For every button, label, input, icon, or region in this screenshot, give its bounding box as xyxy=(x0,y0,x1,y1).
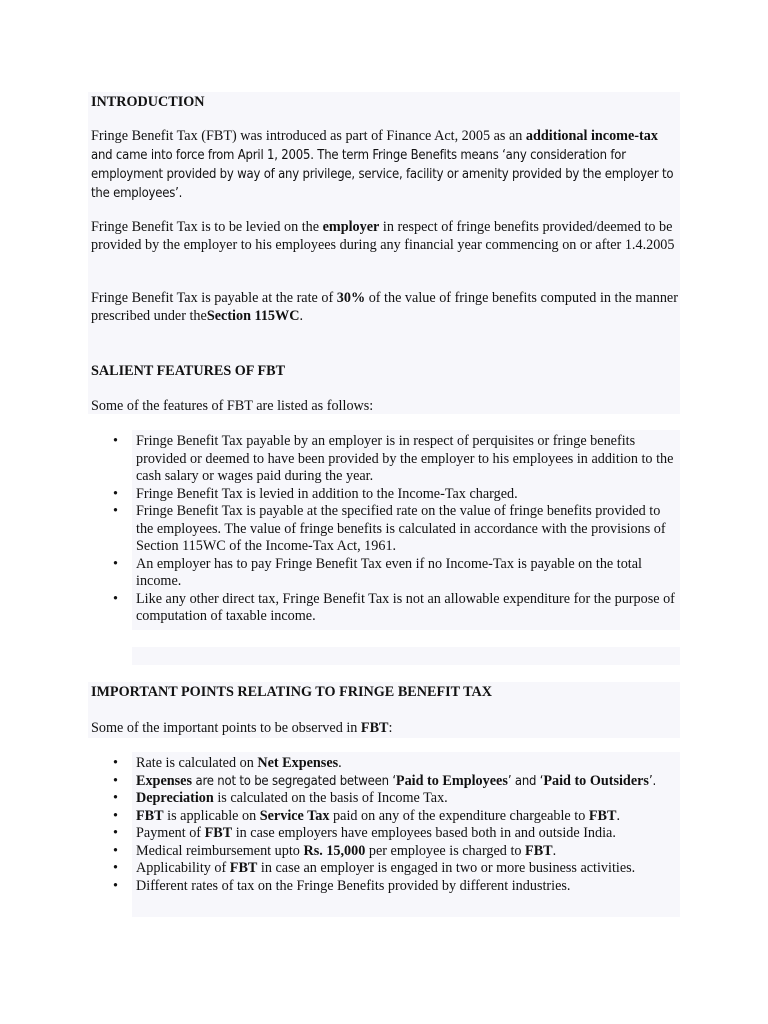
list-item: • Like any other direct tax, Fringe Benefit Tax is not an allowable expenditure for the purpose of computation of taxable income. xyxy=(113,590,675,624)
important-lead: Some of the important points to be observed in FBT: xyxy=(91,720,393,736)
list-item: • FBT is applicable on Service Tax paid on any of the expenditure chargeable to FBT. xyxy=(113,807,620,824)
list-item: • An employer has to pay Fringe Benefit Tax even if no Income-Tax is payable on the total income. xyxy=(113,555,642,589)
bullet-icon: • xyxy=(113,825,118,841)
salient-lead: Some of the features of FBT are listed as follows: xyxy=(91,398,374,414)
intro-paragraph-1: Fringe Benefit Tax (FBT) was introduced as part of Finance Act, 2005 as an additional income-tax and came into force from April 1, 2005. The term Fringe Benefits means ‘any consideration for employment provided by way of any privilege, service, facility or amenity provided by the employer to the employees’. xyxy=(91,128,674,201)
bullet-icon: • xyxy=(113,842,118,859)
list-item: • Medical reimbursement upto Rs. 15,000 per employee is charged to FBT. xyxy=(113,842,557,859)
list-item: • Fringe Benefit Tax is payable at the specified rate on the value of fringe benefits provided to the employees. The value of fringe benefits is calculated in accordance with the provisions of Section 115WC of the Income-Tax Act, 1961. xyxy=(113,503,666,554)
salient-features-list xyxy=(91,433,681,626)
list-item: • Fringe Benefit Tax is levied in addition to the Income-Tax charged. xyxy=(113,485,518,502)
important-points-list xyxy=(91,755,681,895)
bullet-icon: • xyxy=(113,485,118,502)
list-item: • Expenses are not to be segregated between ‘Paid to Employees’ and ‘Paid to Outsiders’. xyxy=(113,772,656,789)
bullet-icon: • xyxy=(113,590,118,607)
list-item: • Applicability of FBT in case an employer is engaged in two or more business activities. xyxy=(113,860,636,876)
list-item: • Payment of FBT in case employers have employees based both in and outside India. xyxy=(113,825,616,841)
intro-paragraph-3: Fringe Benefit Tax is payable at the rate of 30% of the value of fringe benefits computed in the manner prescribed under theSection 115WC. xyxy=(91,290,678,324)
bullet-icon: • xyxy=(113,555,118,572)
bullet-icon: • xyxy=(113,860,118,876)
salient-heading: SALIENT FEATURES OF FBT xyxy=(91,363,286,379)
bullet-icon: • xyxy=(113,877,118,894)
list-item: • Depreciation is calculated on the basis of Income Tax. xyxy=(113,790,448,806)
bullet-icon: • xyxy=(113,503,118,519)
intro-heading: INTRODUCTION xyxy=(91,94,205,110)
highlight-band-spacer xyxy=(132,647,680,665)
important-heading: IMPORTANT POINTS RELATING TO FRINGE BENEFIT TAX xyxy=(91,684,493,700)
bullet-icon: • xyxy=(113,807,118,824)
bullet-icon: • xyxy=(113,755,118,771)
bullet-icon: • xyxy=(113,790,118,806)
bullet-icon: • xyxy=(113,433,118,449)
list-item: • Different rates of tax on the Fringe Benefits provided by different industries. xyxy=(113,877,571,894)
list-item: • Rate is calculated on Net Expenses. xyxy=(113,755,342,771)
intro-paragraph-2: Fringe Benefit Tax is to be levied on the employer in respect of fringe benefits provided/deemed to be provided by the employer to his employees during any financial year commencing on or after 1.4.2005 xyxy=(91,219,675,253)
list-item: • Fringe Benefit Tax payable by an employer is in respect of perquisites or fringe benefits provided or deemed to have been provided by the employer to his employees in addition to the cash salary or wages paid during the year. xyxy=(113,433,674,484)
bullet-icon: • xyxy=(113,772,118,789)
